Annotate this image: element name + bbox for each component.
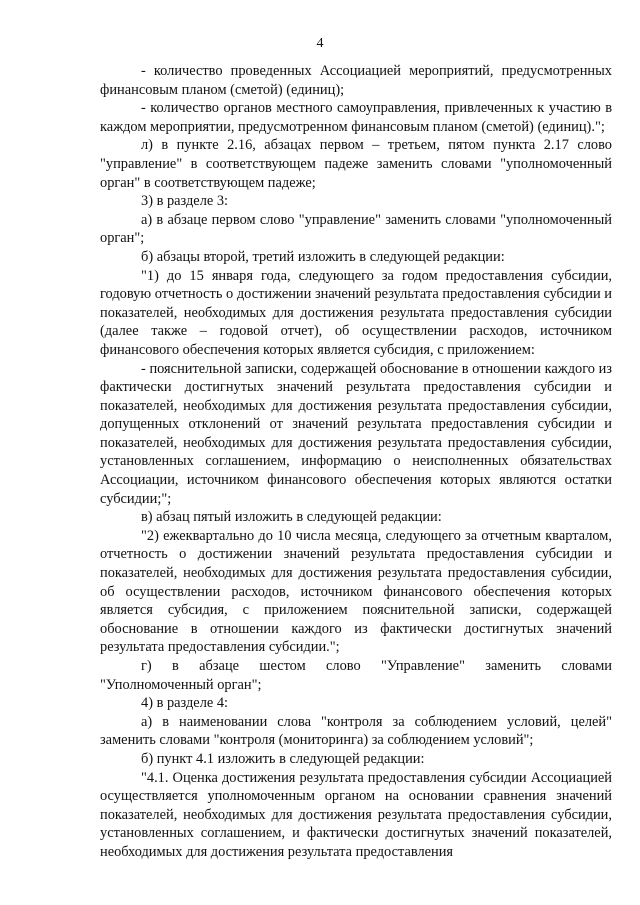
paragraph: 4) в разделе 4:	[141, 695, 229, 712]
paragraph: "4.1. Оценка достижения результата предоставления субсидии Ассоциацией осуществляется уполномоченным органом на основании сравнения значений показателей, необходимых для достижения результата предоставления субсидии, установленных соглашением, и фактически достигнутых значений показателей, необходимых для достижения результата предоставления	[100, 769, 612, 860]
paragraph: - пояснительной записки, содержащей обоснование в отношении каждого из фактически достигнутых значений результата предоставления субсидии и показателей, необходимых для достижения результата предоставления субсидии, допущенных отклонений от значений результата предоставления субсидии и показателей, необходимых для достижения результата предоставления субсидии, установленных соглашением, информацию о неисполненных обязательствах Ассоциации, источником финансового обеспечения которых являются остатки субсидии;";	[100, 360, 612, 507]
paragraph: а) в наименовании слова "контроля за соблюдением условий, целей" заменить словами "контроля (мониторинга) за соблюдением условий";	[100, 713, 612, 749]
paragraph: "2) ежеквартально до 10 числа месяца, следующего за отчетным кварталом, отчетность о достижении значений результата предоставления субсидии и показателей, необходимых для достижения результата предоставления субсидии, об осуществлении расходов, источником финансового обеспечения которых является субсидия, с приложением пояснительной записки, содержащей обоснование в отношении каждого из фактически достигнутых значений результата предоставления субсидии.";	[100, 527, 612, 656]
paragraph: в) абзац пятый изложить в следующей редакции:	[141, 509, 442, 526]
paragraph: б) абзацы второй, третий изложить в следующей редакции:	[141, 248, 505, 265]
paragraph: - количество органов местного самоуправления, привлеченных к участию в каждом мероприятии, предусмотренном финансовым планом (сметой) (единиц).";	[100, 100, 612, 135]
document-body	[100, 62, 612, 862]
paragraph: 3) в разделе 3:	[141, 193, 229, 210]
paragraph: - количество проведенных Ассоциацией мероприятий, предусмотренных финансовым планом (сметой) (единиц);	[100, 63, 612, 98]
paragraph: "1) до 15 января года, следующего за годом предоставления субсидии, годовую отчетность о достижении значений результата предоставления субсидии и показателей, необходимых для достижения результата предоставления субсидии (далее также – годовой отчет), об осуществлении расходов, источником финансового обеспечения которых является субсидия, с приложением:	[100, 267, 612, 358]
paragraph: л) в пункте 2.16, абзацах первом – третьем, пятом пункта 2.17 слово "управление" в соответствующем падеже заменить словами "уполномоченный орган" в соответствующем падеже;	[100, 137, 612, 191]
page-number: 4	[316, 36, 324, 51]
paragraph: г) в абзаце шестом слово "Управление" заменить словами "Уполномоченный орган";	[100, 658, 612, 693]
paragraph: а) в абзаце первом слово "управление" заменить словами "уполномоченный орган";	[100, 211, 612, 247]
paragraph: б) пункт 4.1 изложить в следующей редакции:	[141, 750, 425, 767]
